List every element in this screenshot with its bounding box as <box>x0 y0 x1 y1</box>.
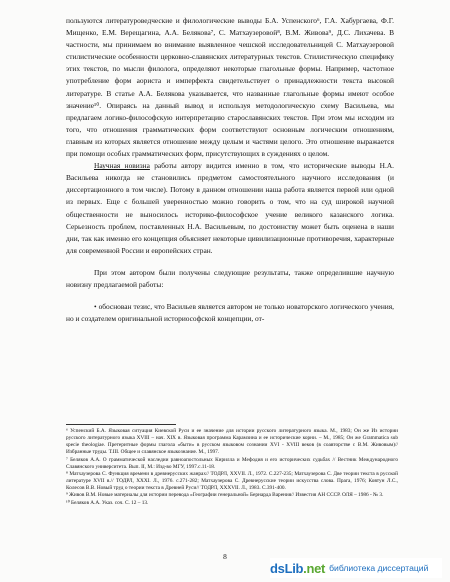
footnotes <box>66 428 398 507</box>
body-text <box>66 15 394 325</box>
paragraph-scientific-novelty <box>66 160 394 257</box>
footnote-7: ⁷ Беляков А.А. О грамматической наследии равноапостольных Кирилла и Мефодия и его исторических судьбах // Вестник Международного Славянского университета. Вып. II, М.: Изд-во МГУ, 1997.с.11-18. <box>66 456 398 470</box>
paragraph-result-bullet: • обоснован тезис, что Васильев является автором не только новаторского логического учения, но и создателем оригинальной историософской концепции, от- <box>66 302 394 324</box>
paragraph-literary-sources: пользуются литературоведческие и филологические выводы Б.А. Успенского⁶, Г.А. Хабургаева, Ф.Г. Мищенко, Е.М. Верещагина, А.А. Белякова⁷, С. Матхаузеровой⁸, В.М. Живова⁹, Д.С. Лихачева. В частности, мы принимаем во внимание выявленное чешской исследовательницей С. Матхаузеровой стилистические особенности церковно-славянских литературных текстов. Стилистическую специфику этих текстов, по мысли филолога, определяют некоторые глагольные формы. Например, частотное употребление форм аориста и имперфекта свидетельствует о принадлежности текста высокой литературе. В статье А.А. Белякова указывается, что названные глагольные формы имеют особое значение¹⁰. Опираясь на данный вывод и используя методологическую схему Васильева, мы предлагаем логико-философскую интерпретацию старославянских текстов. При этом мы исходим из того, что отношения грамматических форм соответствуют основным логическим отношениям, главным из которых является отношение между целым и частями целого. Это отношение выражается при помощи особых грамматических форм, присутствующих в суждениях о целом. <box>66 16 394 159</box>
footnote-10: ¹⁰ Беляков А.А. Указ. соч. С. 12 – 13. <box>66 499 149 506</box>
footnote-separator <box>66 424 176 425</box>
footnote-9: ⁹ Живов В.М. Новые материалы для истории перевода «Географии генеральной» Бернарда Варения// Известия АН СССР. ОЛЯ – 1986 - № 3. <box>66 492 384 499</box>
dslib-watermark[interactable] <box>270 558 442 578</box>
page-number: 8 <box>223 552 227 561</box>
dslib-logo: dsLib.net <box>270 560 326 576</box>
watermark-caption: библиотека диссертаций <box>329 563 429 573</box>
footnote-8: ⁸ Матхаузерова С. Функция времени в древнерусских жанрах// ТОДРЛ, XXVII. Л., 1972. С.227-235; Матхаузерова С. Две теории текста в русской литературе XVII в.// ТОДРЛ, XXXI. Л., 1976. с.271-282; Матхаузерова С. Древнерусские теории искусства слова. Прага, 1976; Ковтун Л.С., Колесов В.В. Новый труд о теории текста в Древней Руси// ТОДРЛ, XXXVII. Л., 1983. С.391-400. <box>66 470 398 492</box>
paragraph-results-intro: При этом автором были получены следующие результаты, также определившие научную новизну предлагаемой работы: <box>66 267 394 289</box>
footnote-6: ⁶ Успенский Б.А. Языковая ситуация Киевской Руси и ее значение для истории русского литературного языка. М., 1983; Он же Из истории русского литературного языка XVIII – нач. XIX в. Языковая программа Карамзина и ее исторические корни. – М., 1985; Он же Grammatica sub specie theologiae. Претеритные формы глагола «быти» в русском языковом сознании XVI - XVIII веков (в соавторстве с В.М. Живовым)// Избранные труды. Т.III. Общее и славянское языкознание. М., 1997. <box>66 428 398 456</box>
novelty-heading: Научная новизна <box>94 161 150 171</box>
novelty-text: работы автору видится именно в том, что исторические выводы Н.А. Васильева никогда не становились предметом самостоятельного научного исследования (и диссертационного в том числе). Потому в данном отношении наша работа является первой или одной из первых. Еще с большей уверенностью можно говорить о том, что на суд широкой научной общественности не выносилось историко-философское учение великого казанского логика. Серьезность проблем, поставленных Н.А. Васильевым, по достоинству может быть оценена в наши дни, так как именно его концепция объясняет некоторые цивилизационные противоречия, характерные для современной России и европейских стран. <box>66 161 394 255</box>
